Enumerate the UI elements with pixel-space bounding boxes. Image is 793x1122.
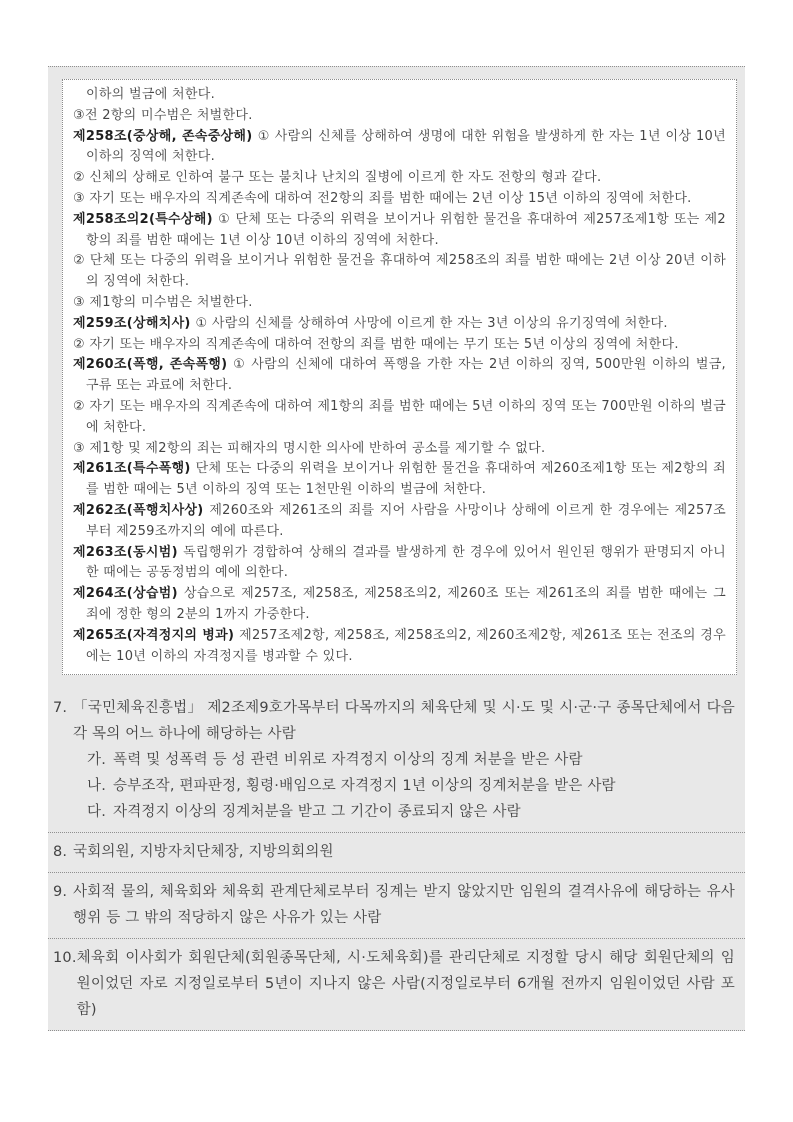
item-body xyxy=(73,839,735,865)
item-number: 8. xyxy=(53,844,68,861)
criminal-code-row xyxy=(48,67,745,689)
article-title: 제261조(특수폭행) xyxy=(73,461,196,477)
sub-item-number: 나. xyxy=(87,778,107,795)
article-title: 제258조의2(특수상해) xyxy=(73,211,219,227)
law-paragraph: 제263조(동시범) 독립행위가 경합하여 상해의 결과를 발생하게 한 경우에 있어서 원인된 행위가 판명되지 아니한 때에는 공동정범의 예에 의한다. xyxy=(73,544,726,581)
item-row-8 xyxy=(48,832,745,872)
item-text: 사회적 물의, 체육회와 체육회 관계단체로부터 징계는 받지 않았지만 임원의 결격사유에 해당하는 유사 행위 등 그 밖의 적당하지 않은 사유가 있는 사람 xyxy=(73,884,735,927)
sub-item-text: 폭력 및 성폭력 등 성 관련 비위로 자격정지 이상의 징계 처분을 받은 사람 xyxy=(113,752,583,769)
law-paragraph: 제265조(자격정지의 병과) 제257조제2항, 제258조, 제258조의2, 제260조제2항, 제261조 또는 전조의 경우에는 10년 이하의 자격정지를 병과할 수 있다. xyxy=(73,627,726,664)
item-body xyxy=(77,945,735,1023)
item-body xyxy=(73,695,735,825)
law-paragraph: ② 신체의 상해로 인하여 불구 또는 불치나 난치의 질병에 이르게 한 자도 전항의 형과 같다. xyxy=(73,170,602,186)
article-title: 제258조(중상해, 존속중상해) xyxy=(73,128,258,144)
item-row-7 xyxy=(48,689,745,832)
law-paragraph: 제258조의2(특수상해) ① 단체 또는 다중의 위력을 보이거나 위험한 물건을 휴대하여 제257조제1항 또는 제2항의 죄를 범한 때에는 1년 이상 10년 이하의 징역에 처한다. xyxy=(73,211,726,248)
law-paragraph: 제258조(중상해, 존속중상해) ① 사람의 신체를 상해하여 생명에 대한 위험을 발생하게 한 자는 1년 이상 10년 이하의 징역에 처한다. xyxy=(73,128,726,165)
law-paragraph: 제262조(폭행치사상) 제260조와 제261조의 죄를 지어 사람을 사망이나 상해에 이르게 한 경우에는 제257조부터 제259조까지의 예에 따른다. xyxy=(73,502,727,539)
sub-item-number: 가. xyxy=(87,752,107,769)
article-title: 제265조(자격정지의 병과) xyxy=(73,627,240,643)
sub-item-text: 자격정지 이상의 징계처분을 받고 그 기간이 종료되지 않은 사람 xyxy=(113,804,521,821)
criminal-code-box xyxy=(62,79,737,675)
sub-item xyxy=(87,747,735,773)
law-paragraph: ② 자기 또는 배우자의 직계존속에 대하여 제1항의 죄를 범한 때에는 5년 이하의 징역 또는 700만원 이하의 벌금에 처한다. xyxy=(73,398,726,435)
item-text: 국회의원, 지방자치단체장, 지방의회의원 xyxy=(73,844,334,861)
sub-item-number: 다. xyxy=(87,804,107,821)
item-body xyxy=(73,879,735,931)
item-text: 체육회 이사회가 회원단체(회원종목단체, 시·도체육회)를 관리단체로 지정할 당시 해당 회원단체의 임원이었던 자로 지정일로부터 5년이 지나지 않은 사람(지정일로부터 6개월 전까지 임원이었던 사람 포함) xyxy=(76,950,735,1019)
law-paragraph: ③ 자기 또는 배우자의 직계존속에 대하여 전2항의 죄를 범한 때에는 2년 이상 15년 이하의 징역에 처한다. xyxy=(73,190,692,206)
law-paragraph: ③ 제1항의 미수범은 처벌한다. xyxy=(73,294,253,310)
law-paragraph: ③전 2항의 미수범은 처벌한다. xyxy=(73,107,253,123)
law-paragraph: 제259조(상해치사) ① 사람의 신체를 상해하여 사망에 이르게 한 자는 3년 이상의 유기징역에 처한다. xyxy=(73,315,668,331)
disqualification-panel xyxy=(48,66,745,1031)
item-number: 10. xyxy=(53,950,77,967)
sub-item-text: 승부조작, 편파판정, 횡령·배임으로 자격정지 1년 이상의 징계처분을 받은 사람 xyxy=(113,778,616,795)
sub-item xyxy=(87,799,735,825)
law-paragraph: 제264조(상습범) 상습으로 제257조, 제258조, 제258조의2, 제260조 또는 제261조의 죄를 범한 때에는 그 죄에 정한 형의 2분의 1까지 가중한다. xyxy=(73,586,726,622)
article-title: 제264조(상습범) xyxy=(73,586,184,602)
law-paragraph: ② 자기 또는 배우자의 직계존속에 대하여 전항의 죄를 범한 때에는 무기 또는 5년 이상의 징역에 처한다. xyxy=(73,336,679,352)
numbered-items-list xyxy=(48,689,745,1030)
article-title: 제263조(동시범) xyxy=(73,544,184,560)
law-paragraph: 이하의 벌금에 처한다. xyxy=(86,87,216,102)
law-paragraph: ② 단체 또는 다중의 위력을 보이거나 위험한 물건을 휴대하여 제258조의 죄를 범한 때에는 2년 이상 20년 이하의 징역에 처한다. xyxy=(73,253,726,290)
item-text: 「국민체육진흥법」 제2조제9호가목부터 다목까지의 체육단체 및 시·도 및 시·군·구 종목단체에서 다음 각 목의 어느 하나에 해당하는 사람 xyxy=(73,700,735,743)
item-number: 7. xyxy=(53,700,68,717)
item-row-10 xyxy=(48,938,745,1030)
law-paragraph: 제261조(특수폭행) 단체 또는 다중의 위력을 보이거나 위험한 물건을 휴대하여 제260조제1항 또는 제2항의 죄를 범한 때에는 5년 이하의 징역 또는 1천만원 이하의 벌금에 처한다. xyxy=(73,461,726,498)
article-title: 제259조(상해치사) xyxy=(73,315,196,331)
law-paragraph: ③ 제1항 및 제2항의 죄는 피해자의 명시한 의사에 반하여 공소를 제기할 수 없다. xyxy=(73,440,546,456)
article-title: 제260조(폭행, 존속폭행) xyxy=(73,357,234,373)
sub-item xyxy=(87,773,735,799)
item-row-9 xyxy=(48,872,745,938)
criminal-code-box-wrap xyxy=(48,67,745,689)
item-number: 9. xyxy=(53,884,68,901)
article-title: 제262조(폭행치사상) xyxy=(73,502,210,518)
law-paragraph: 제260조(폭행, 존속폭행) ① 사람의 신체에 대하여 폭행을 가한 자는 2년 이하의 징역, 500만원 이하의 벌금, 구류 또는 과료에 처한다. xyxy=(73,357,726,394)
